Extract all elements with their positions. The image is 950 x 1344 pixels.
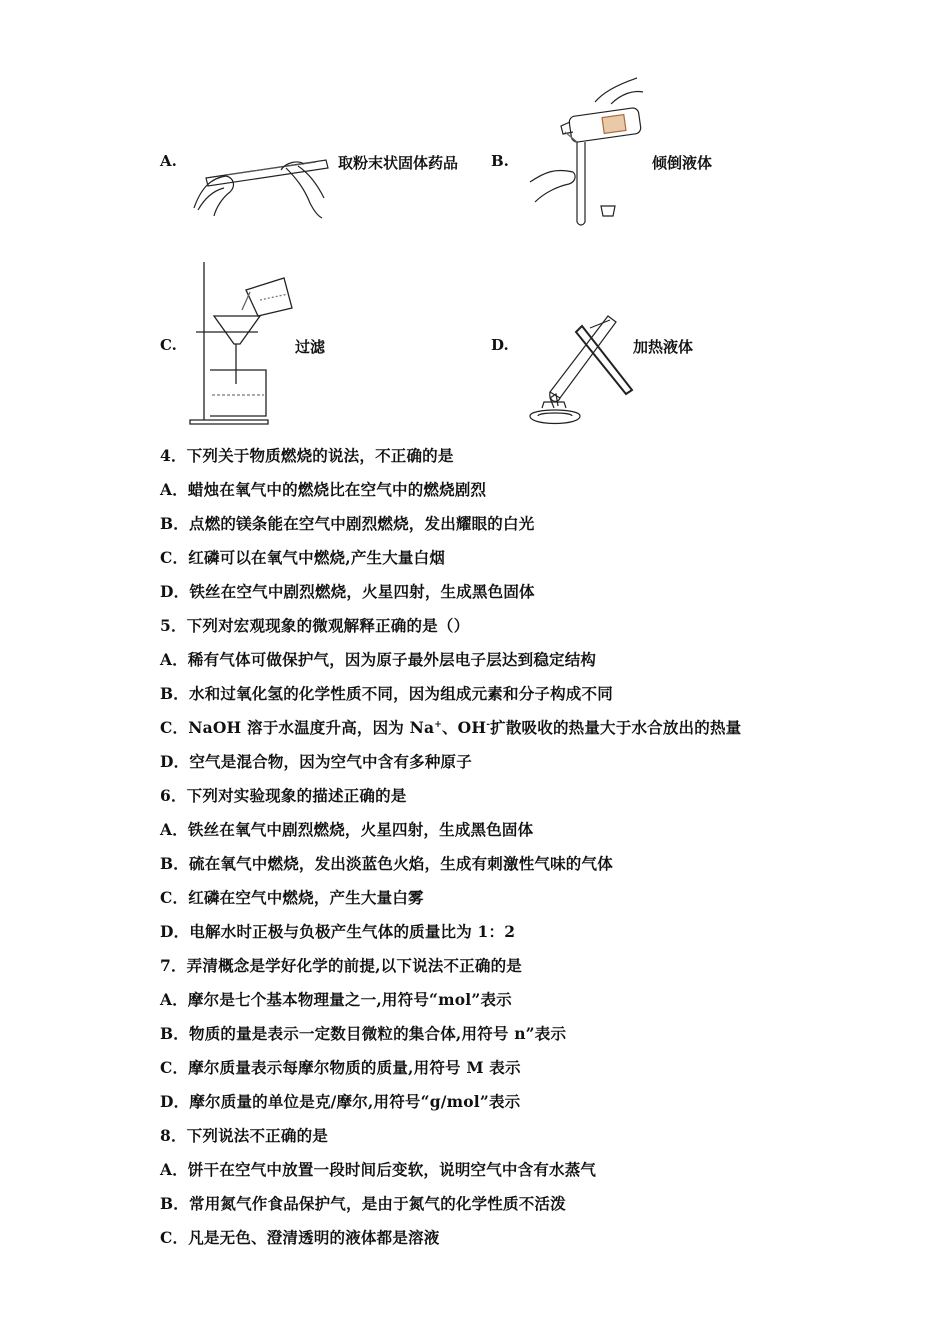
question-4-option-a: A．蜡烛在氧气中的燃烧比在空气中的燃烧剧烈: [160, 480, 487, 499]
question-8-option-c: C．凡是无色、澄清透明的液体都是溶液: [160, 1228, 440, 1247]
filtration-illustration: [188, 260, 298, 428]
option-b-caption: 倾倒液体: [652, 154, 713, 172]
question-6-stem: 6．下列对实验现象的描述正确的是: [160, 786, 407, 805]
question-4-stem: 4．下列关于物质燃烧的说法，不正确的是: [160, 446, 454, 465]
question-8-stem: 8．下列说法不正确的是: [160, 1126, 328, 1145]
question-4-option-c: C．红磷可以在氧气中燃烧,产生大量白烟: [160, 548, 446, 567]
question-5-option-c: [160, 716, 741, 738]
question-7-option-d: D．摩尔质量的单位是克/摩尔,用符号“g/mol”表示: [160, 1092, 521, 1111]
oh-charge: -: [486, 719, 491, 730]
question-7-option-c: C．摩尔质量表示每摩尔物质的质量,用符号 M 表示: [160, 1058, 521, 1077]
question-6-option-b: B．硫在氧气中燃烧，发出淡蓝色火焰，生成有刺激性气味的气体: [160, 854, 613, 873]
powder-spatula-illustration: [186, 148, 336, 218]
option-c-caption: 过滤: [295, 338, 326, 356]
option-d-letter: D.: [491, 336, 509, 354]
option-a-caption: 取粉末状固体药品: [338, 154, 459, 172]
heating-liquid-illustration: [520, 312, 640, 434]
question-7-option-b: B．物质的量是表示一定数目微粒的集合体,用符号 n”表示: [160, 1024, 567, 1043]
option-a-letter: A.: [160, 152, 177, 170]
question-5-stem: 5．下列对宏观现象的微观解释正确的是（）: [160, 616, 470, 635]
na-charge: +: [434, 719, 442, 730]
question-6-option-d: D．电解水时正极与负极产生气体的质量比为 1：2: [160, 922, 516, 941]
option-d-caption: 加热液体: [633, 338, 694, 356]
option-c-mid: 、OH: [441, 718, 487, 737]
pouring-liquid-illustration: [525, 72, 665, 222]
question-6-option-c: C．红磷在空气中燃烧，产生大量白雾: [160, 888, 424, 907]
question-4-option-b: B．点燃的镁条能在空气中剧烈燃烧，发出耀眼的白光: [160, 514, 535, 533]
option-c-tail: 扩散吸收的热量大于水合放出的热量: [490, 718, 742, 737]
question-7-option-a: A．摩尔是七个基本物理量之一,用符号“mol”表示: [160, 990, 512, 1009]
question-7-stem: 7．弄清概念是学好化学的前提,以下说法不正确的是: [160, 956, 522, 975]
question-5-option-d: D．空气是混合物，因为空气中含有多种原子: [160, 752, 472, 771]
question-8-option-b: B．常用氮气作食品保护气，是由于氮气的化学性质不活泼: [160, 1194, 566, 1213]
option-c-letter: C.: [160, 336, 177, 354]
question-4-option-d: D．铁丝在空气中剧烈燃烧，火星四射，生成黑色固体: [160, 582, 535, 601]
question-8-option-a: A．饼干在空气中放置一段时间后变软，说明空气中含有水蒸气: [160, 1160, 597, 1179]
question-5-option-b: B．水和过氧化氢的化学性质不同，因为组成元素和分子构成不同: [160, 684, 613, 703]
question-5-option-a: A．稀有气体可做保护气，因为原子最外层电子层达到稳定结构: [160, 650, 597, 669]
option-b-letter: B.: [491, 152, 509, 170]
question-6-option-a: A．铁丝在氧气中剧烈燃烧，火星四射，生成黑色固体: [160, 820, 534, 839]
option-c-head: C．NaOH 溶于水温度升高，因为 Na: [160, 718, 435, 737]
